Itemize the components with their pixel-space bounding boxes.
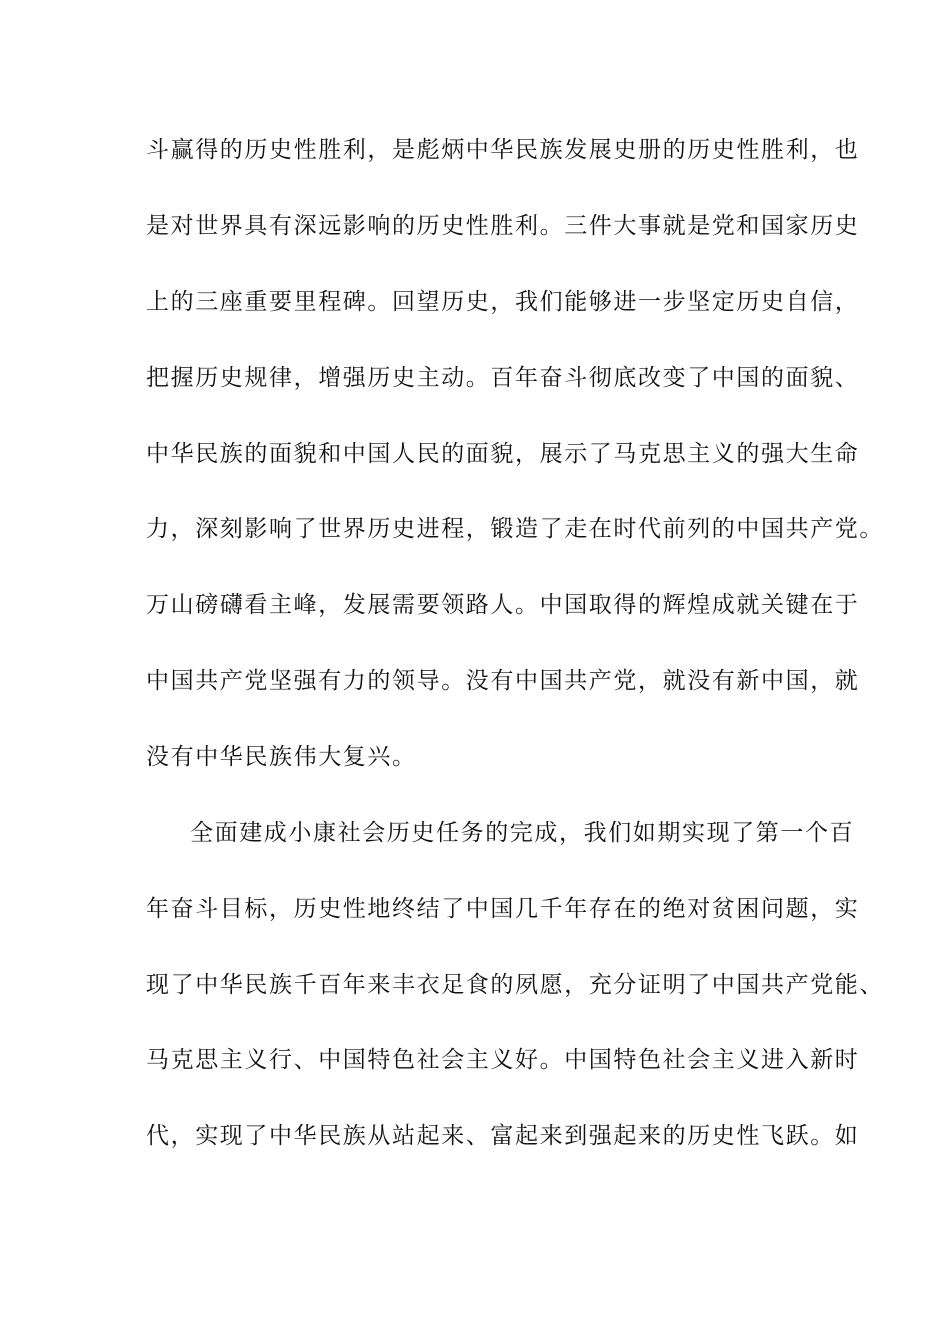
text-line: 中华民族的面貌和中国人民的面貌，展示了马克思主义的强大生命 (146, 441, 860, 467)
text-line: 马克思主义行、中国特色社会主义好。中国特色社会主义进入新时 (146, 1047, 860, 1073)
text-line: 代，实现了中华民族从站起来、富起来到强起来的历史性飞跃。如 (146, 1123, 860, 1149)
text-line: 把握历史规律，增强历史主动。百年奋斗彻底改变了中国的面貌、 (146, 365, 860, 391)
text-line: 没有中华民族伟大复兴。 (146, 744, 417, 770)
text-line: 是对世界具有深远影响的历史性胜利。三件大事就是党和国家历史 (146, 213, 860, 239)
text-line: 全面建成小康社会历史任务的完成，我们如期实现了第一个百 (190, 820, 855, 846)
text-line: 力，深刻影响了世界历史进程，锻造了走在时代前列的中国共产党。 (146, 516, 884, 542)
text-line: 斗赢得的历史性胜利，是彪炳中华民族发展史册的历史性胜利，也 (146, 137, 860, 163)
text-line: 万山磅礴看主峰，发展需要领路人。中国取得的辉煌成就关键在于 (146, 592, 860, 618)
text-line: 现了中华民族千百年来丰衣足食的夙愿，充分证明了中国共产党能、 (146, 972, 884, 998)
text-line: 年奋斗目标，历史性地终结了中国几千年存在的绝对贫困问题，实 (146, 896, 860, 922)
text-line: 上的三座重要里程碑。回望历史，我们能够进一步坚定历史自信， (146, 289, 860, 315)
text-line: 中国共产党坚强有力的领导。没有中国共产党，就没有新中国，就 (146, 668, 860, 694)
